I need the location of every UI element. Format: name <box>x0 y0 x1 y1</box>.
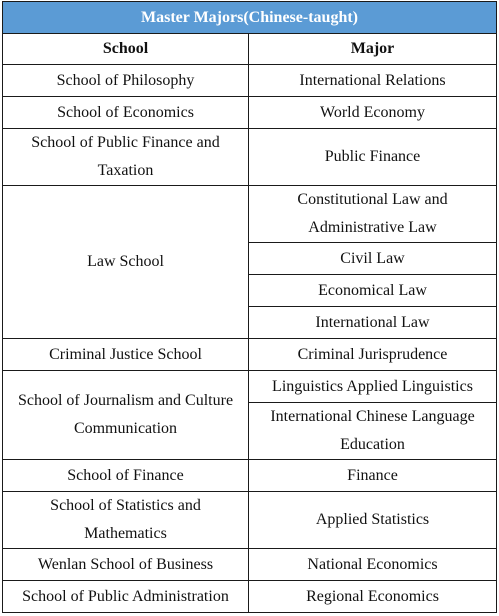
school-cell: School of Public Finance and Taxation <box>3 129 249 186</box>
column-header-major: Major <box>249 34 497 65</box>
school-cell: Criminal Justice School <box>3 339 249 371</box>
table-row <box>3 581 497 613</box>
major-cell: International Chinese Language Education <box>249 403 497 460</box>
school-cell: School of Philosophy <box>3 65 249 97</box>
major-cell: Applied Statistics <box>249 492 497 549</box>
table-title: Master Majors(Chinese-taught) <box>3 2 497 34</box>
table-row <box>3 339 497 371</box>
table-row <box>3 97 497 129</box>
table-row <box>3 65 497 97</box>
major-cell: Linguistics Applied Linguistics <box>249 371 497 403</box>
table-row <box>3 492 497 549</box>
school-cell: School of Journalism and Culture Communication <box>3 371 249 460</box>
majors-table <box>2 1 497 613</box>
table-row <box>3 186 497 243</box>
school-cell: School of Statistics and Mathematics <box>3 492 249 549</box>
table-row <box>3 460 497 492</box>
major-cell: World Economy <box>249 97 497 129</box>
major-cell: International Relations <box>249 65 497 97</box>
major-cell: Criminal Jurisprudence <box>249 339 497 371</box>
major-cell: Economical Law <box>249 275 497 307</box>
major-cell: Regional Economics <box>249 581 497 613</box>
major-cell: International Law <box>249 307 497 339</box>
table-row <box>3 129 497 186</box>
major-cell: Public Finance <box>249 129 497 186</box>
major-cell: Finance <box>249 460 497 492</box>
column-header-school: School <box>3 34 249 65</box>
majors-table-container <box>2 1 496 613</box>
school-cell: School of Public Administration <box>3 581 249 613</box>
school-cell: Wenlan School of Business <box>3 549 249 581</box>
school-cell: School of Economics <box>3 97 249 129</box>
table-row <box>3 371 497 403</box>
major-cell: National Economics <box>249 549 497 581</box>
school-cell: School of Finance <box>3 460 249 492</box>
school-cell: Law School <box>3 186 249 339</box>
table-row <box>3 549 497 581</box>
major-cell: Civil Law <box>249 243 497 275</box>
major-cell: Constitutional Law and Administrative Law <box>249 186 497 243</box>
